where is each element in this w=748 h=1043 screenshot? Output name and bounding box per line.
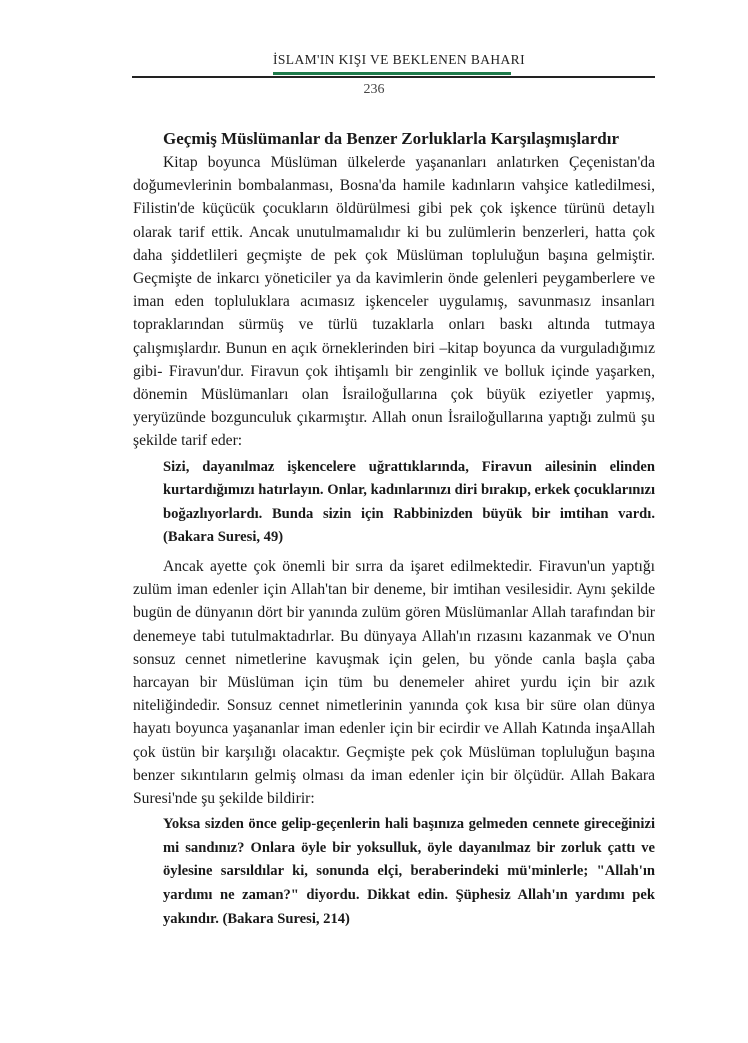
verse-quote: Sizi, dayanılmaz işkencelere uğrattıklarında, Firavun ailesinin elinden kurtardığımızı hatırlayın. Onlar, kadınlarınızı diri bırakıp, erkek çocuklarınızı boğazlıyorlardı. Bunda sizin için Rabbinizden büyük bir imtihan vardı. (Bakara Suresi, 49) bbox=[163, 458, 655, 546]
verse-quote: Yoksa sizden önce gelip-geçenlerin hali başınıza gelmeden cennete gireceğinizi mi sandınız? Onlara öyle bir yoksulluk, öyle dayanılmaz bir zorluk çattı ve öylesine sarsıldılar ki, sonunda elçi, beraberindeki mü'minlerle; "Allah'ın yardımı ne zaman?" diyordu. Dikkat edin. Şüphesiz Allah'ın yardımı pek yakındır. (Bakara Suresi, 214) bbox=[163, 816, 655, 927]
section-heading: Geçmiş Müslümanlar da Benzer Zorluklarla Karşılaşmışlardır bbox=[163, 129, 620, 148]
body-paragraph: Ancak ayette çok önemli bir sırra da işaret edilmektedir. Firavun'un yaptığı zulüm iman edenler için Allah'tan bir deneme, bir imtihan vesilesidir. Aynı şekilde bugün de dünyanın dört bir yanında zulüm gören Müslümanlar Allah tarafından bir denemeye tabi tutulmaktadırlar. Bu dünyaya Allah'ın rızasını kazanmak ve O'nun sonsuz cennet nimetlerine kavuşmak için gelen, bu yönde canla başla çaba harcayan bir Müslüman için tüm bu denemeler ahiret yurdu için bir azık niteliğindedir. Sonsuz cennet nimetlerinin yanında çok kısa bir süre olan dünya hayatı boyunca yaşananlar iman edenler için bir ecirdir ve Allah Katında inşaAllah çok üstün bir karşılığı olacaktır. Geçmişte pek çok Müslüman topluluğun başına benzer sıkıntıların gelmiş olması da iman edenler için bir ölçüdür. Allah Bakara Suresi'nde şu şekilde bildirir: bbox=[133, 558, 655, 808]
body-paragraph: Kitap boyunca Müslüman ülkelerde yaşananları anlatırken Çeçenistan'da doğumevlerinin bombalanması, Bosna'da hamile kadınların vahşice katledilmesi, Filistin'de küçücük çocukların öldürülmesi gibi pek çok işkence türünü detaylı olarak tarif ettik. Ancak unutulmamalıdır ki bu zulümlerin benzerleri, hatta çok daha şiddetlileri geçmişte de pek çok Müslüman topluluğun başına gelmiştir. Geçmişte de inkarcı yöneticiler ya da kavimlerin önde gelenleri peygamberlere ve iman eden topluluklara acımasız işkenceler uygulamış, savunmasız insanları topraklarından sürmüş ve türlü tuzaklarla onları baskı altında tutmaya çalışmışlardır. Bunun en açık örneklerinden biri –kitap boyunca da vurguladığımız gibi- Firavun'dur. Firavun çok ihtişamlı bir zenginlik ve bolluk içinde yaşarken, dönemin Müslümanları olan İsrailoğullarına çok büyük eziyetler yapmış, yeryüzünde bozgunculuk çıkarmıştır. Allah onun İsrailoğullarına yaptığı zulmü şu şekilde tarif eder: bbox=[133, 154, 655, 450]
running-head-title: İSLAM'IN KIŞI VE BEKLENEN BAHARI bbox=[273, 52, 525, 67]
header-rule bbox=[132, 76, 655, 78]
page-body bbox=[133, 127, 655, 936]
header-accent-bar bbox=[273, 72, 511, 75]
page-number: 236 bbox=[363, 82, 385, 97]
